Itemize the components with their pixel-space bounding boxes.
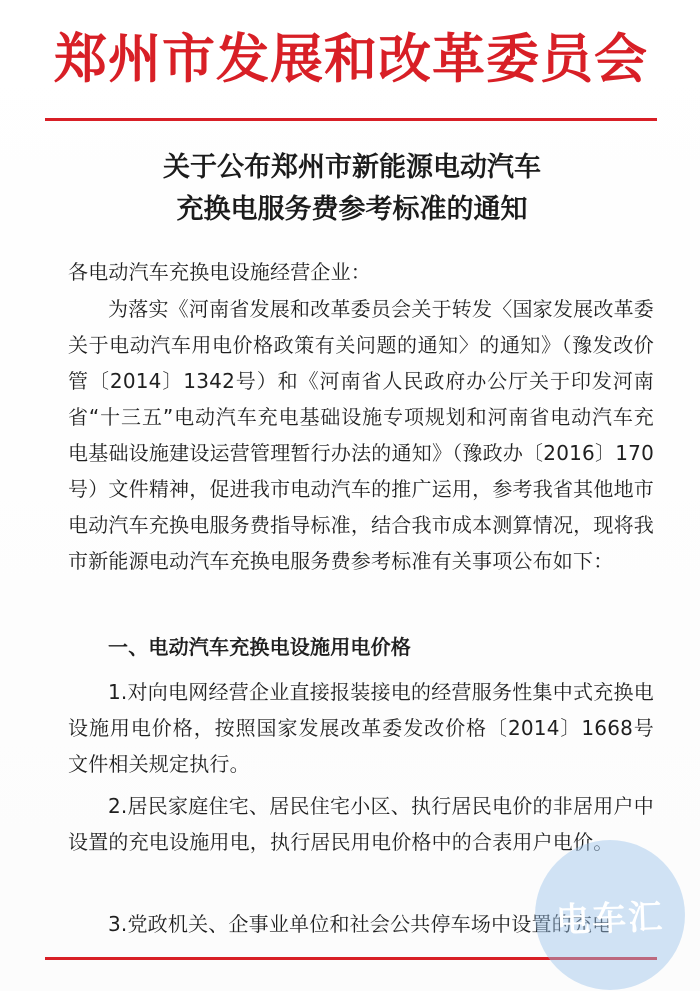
watermark-logo bbox=[535, 840, 685, 990]
paragraph-item-1: 1.对向电网经营企业直接报装接电的经营服务性集中式充换电设施用电价格，按照国家发展改革委发改价格〔2014〕1668号文件相关规定执行。 bbox=[68, 680, 654, 776]
salutation: 各电动汽车充换电设施经营企业： bbox=[68, 260, 371, 284]
header-title: 郑州市发展和改革委员会 bbox=[54, 28, 648, 90]
top-red-rule bbox=[45, 118, 657, 121]
notice-title-line2: 充换电服务费参考标准的通知 bbox=[176, 194, 528, 225]
paragraph-intro: 为落实《河南省发展和改革委员会关于转发〈国家发展改革委关于电动汽车用电价格政策有关问题的通知〉的通知》（豫发改价管〔2014〕1342号）和《河南省人民政府办公厅关于印发河南省“十三五”电动汽车充电基础设施专项规划和河南省电动汽车充电基础设施建设运营管理暂行办法的通知》（豫政办〔2016〕170号）文件精神，促进我市电动汽车的推广运用，参考我省其他地市电动汽车充换电服务费指导标准，结合我市成本测算情况，现将我市新能源电动汽车充换电服务费参考标准有关事项公布如下： bbox=[68, 297, 654, 573]
watermark-logo-text: 电车汇 bbox=[555, 896, 665, 941]
paragraph-item-2: 2.居民家庭住宅、居民住宅小区、执行居民电价的非居用户中设置的充电设施用电，执行居民用电价格中的合表用户电价。 bbox=[68, 794, 654, 854]
paragraph-item-3: 3.党政机关、企事业单位和社会公共停车场中设置的充电 bbox=[108, 912, 613, 936]
notice-title-line1: 关于公布郑州市新能源电动汽车 bbox=[163, 152, 541, 183]
section-heading: 一、电动汽车充换电设施用电价格 bbox=[108, 635, 411, 659]
